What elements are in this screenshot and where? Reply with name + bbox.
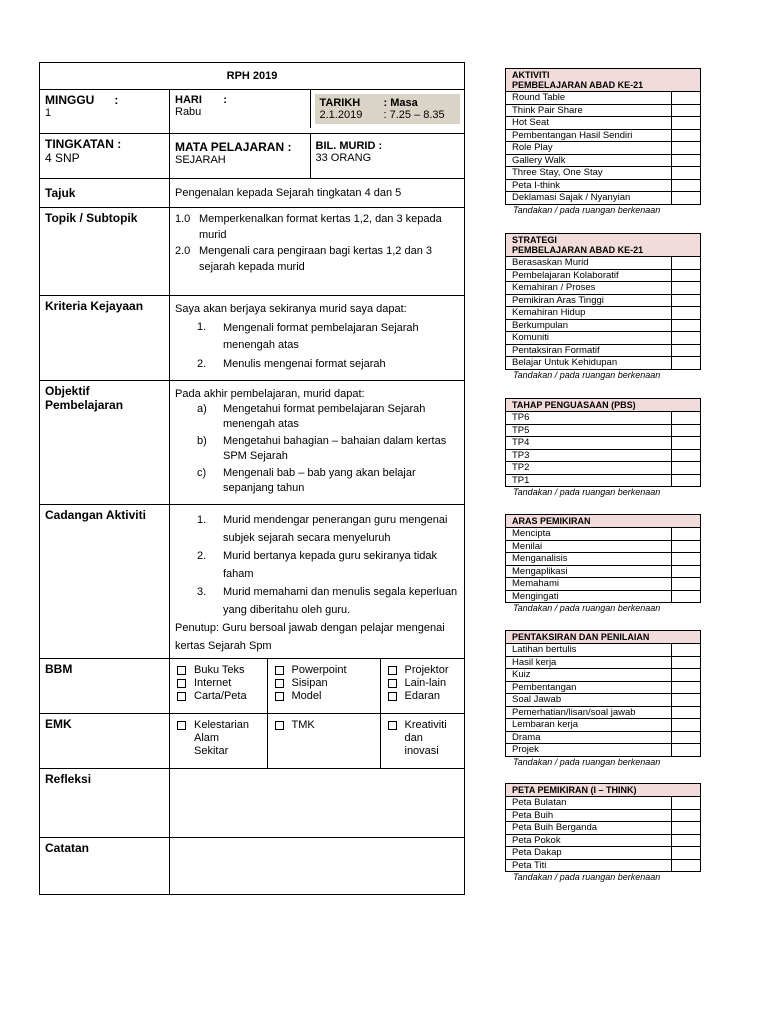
side-table-row xyxy=(505,437,701,450)
side-table-item-label: Belajar Untuk Kehidupan xyxy=(506,357,672,369)
side-table-item-label: Pemerhatian/lisan/soal jawab xyxy=(506,707,672,719)
side-table-item-label: Berkumpulan xyxy=(506,320,672,332)
side-table-note: Tandakan / pada ruangan berkenaan xyxy=(513,872,661,882)
side-table-header: STRATEGI PEMBELAJARAN ABAD KE-21 xyxy=(505,233,701,257)
kriteria-intro: Saya akan berjaya sekiranya murid saya dapat: xyxy=(175,303,407,315)
side-table-row xyxy=(505,860,701,873)
side-table-item-label: TP4 xyxy=(506,437,672,449)
side-table-check-cell[interactable] xyxy=(672,860,700,872)
tingkatan-value: 4 SNP xyxy=(45,151,80,165)
side-table-row xyxy=(505,142,701,155)
side-table-row xyxy=(505,541,701,554)
side-table-item-label: Peta Bulatan xyxy=(506,797,672,809)
side-table-row xyxy=(505,332,701,345)
hari-label: HARI : xyxy=(175,94,227,106)
side-table-check-cell[interactable] xyxy=(672,553,700,565)
side-table-row xyxy=(505,578,701,591)
side-table-check-cell[interactable] xyxy=(672,450,700,462)
side-table-row xyxy=(505,167,701,180)
bbm-label: BBM xyxy=(45,662,73,676)
bbm-option[interactable]: Sisipan xyxy=(273,677,375,690)
rph-title: RPH 2019 xyxy=(40,63,465,90)
side-table-row xyxy=(505,462,701,475)
side-table-row xyxy=(505,694,701,707)
objektif-intro: Pada akhir pembelajaran, murid dapat: xyxy=(175,388,365,400)
side-table-note: Tandakan / pada ruangan berkenaan xyxy=(513,756,661,767)
minggu-label: MINGGU : xyxy=(45,93,119,107)
side-table-check-cell[interactable] xyxy=(672,155,700,167)
side-table-item-label: Latihan bertulis xyxy=(506,644,672,656)
side-table-row xyxy=(505,155,701,168)
bbm-option[interactable]: Projektor xyxy=(386,664,460,677)
side-table-note: Tandakan / pada ruangan berkenaan xyxy=(513,603,661,613)
masa-label: : Masa xyxy=(383,97,418,109)
side-table-row xyxy=(505,835,701,848)
side-table-strategi xyxy=(505,233,701,381)
refleksi-field[interactable] xyxy=(170,769,465,838)
side-table-check-cell[interactable] xyxy=(672,541,700,553)
side-table-item-label: TP1 xyxy=(506,475,672,487)
side-table-check-cell[interactable] xyxy=(672,307,700,319)
side-table-item-label: Peta Buih xyxy=(506,810,672,822)
checkbox-icon[interactable] xyxy=(275,692,284,701)
side-table-item-label: Peta Dakap xyxy=(506,847,672,859)
side-table-check-cell[interactable] xyxy=(672,130,700,142)
side-table-row xyxy=(505,92,701,105)
emk-label: EMK xyxy=(45,717,72,731)
side-table-item-label: Komuniti xyxy=(506,332,672,344)
checkbox-icon[interactable] xyxy=(275,721,284,730)
side-table-item-label: Role Play xyxy=(506,142,672,154)
side-table-check-cell[interactable] xyxy=(672,810,700,822)
rph-table xyxy=(39,62,465,895)
side-table-check-cell[interactable] xyxy=(672,657,700,669)
bbm-option[interactable]: Model xyxy=(273,690,375,703)
topik-list xyxy=(170,208,465,296)
side-table-item-label: TP2 xyxy=(506,462,672,474)
side-table-row xyxy=(505,282,701,295)
side-table-row xyxy=(505,707,701,720)
objektif-item: a) Mengetahui format pembelajaran Sejarah menengah atas xyxy=(197,403,426,430)
side-table-header: PENTAKSIRAN DAN PENILAIAN xyxy=(505,630,701,644)
side-table-check-cell[interactable] xyxy=(672,591,700,603)
emk-option[interactable]: TMK xyxy=(273,719,375,732)
side-table-item-label: Hasil kerja xyxy=(506,657,672,669)
side-table-row xyxy=(505,847,701,860)
side-table-row xyxy=(505,744,701,757)
minggu-value: 1 xyxy=(45,107,52,119)
topik-label: Topik / Subtopik xyxy=(45,211,138,225)
side-table-item-label: Hot Seat xyxy=(506,117,672,129)
catatan-label: Catatan xyxy=(45,841,90,855)
side-table-aras xyxy=(505,514,701,614)
side-table-item-label: Pentaksiran Formatif xyxy=(506,345,672,357)
side-table-row xyxy=(505,180,701,193)
side-table-item-label: Pembentangan xyxy=(506,682,672,694)
objektif-item: c) Mengenali bab – bab yang akan belajar sepanjang tahun xyxy=(197,467,416,494)
side-table-note: Tandakan / pada ruangan berkenaan xyxy=(513,204,661,215)
side-table-note: Tandakan / pada ruangan berkenaan xyxy=(513,369,661,380)
side-table-row xyxy=(505,810,701,823)
side-table-check-cell[interactable] xyxy=(672,822,700,834)
checkbox-icon[interactable] xyxy=(388,692,397,701)
side-table-row xyxy=(505,822,701,835)
checkbox-icon[interactable] xyxy=(177,692,186,701)
side-table-row xyxy=(505,475,701,488)
emk-option[interactable]: Kreativiti dan inovasi xyxy=(386,719,460,758)
side-table-item-label: Peta Titi xyxy=(506,860,672,872)
side-table-row xyxy=(505,528,701,541)
checkbox-icon[interactable] xyxy=(388,679,397,688)
side-table-check-cell[interactable] xyxy=(672,694,700,706)
side-table-row xyxy=(505,307,701,320)
side-table-row xyxy=(505,553,701,566)
side-table-check-cell[interactable] xyxy=(672,357,700,369)
side-table-row xyxy=(505,257,701,270)
tarikh-label: TARIKH xyxy=(319,97,361,109)
side-table-row xyxy=(505,345,701,358)
checkbox-icon[interactable] xyxy=(275,666,284,675)
side-table-item-label: Mencipta xyxy=(506,528,672,540)
side-table-check-cell[interactable] xyxy=(672,462,700,474)
side-table-aktiviti xyxy=(505,68,701,216)
tarikh-box xyxy=(315,94,461,124)
side-table-item-label: Pembentangan Hasil Sendiri xyxy=(506,130,672,142)
side-table-note: Tandakan / pada ruangan berkenaan xyxy=(513,487,661,497)
side-table-check-cell[interactable] xyxy=(672,295,700,307)
side-table-header: TAHAP PENGUASAAN (PBS) xyxy=(505,398,701,412)
side-table-check-cell[interactable] xyxy=(672,682,700,694)
side-table-item-label: Kemahiran / Proses xyxy=(506,282,672,294)
topik-item: 1.0 Memperkenalkan format kertas 1,2, dan 3 kepada murid xyxy=(175,213,442,241)
objektif-label-1: Objektif xyxy=(45,384,90,398)
checkbox-icon[interactable] xyxy=(177,721,186,730)
side-table-check-cell[interactable] xyxy=(672,732,700,744)
bbm-option[interactable]: Powerpoint xyxy=(273,664,375,677)
mapel-value: SEJARAH xyxy=(175,154,226,166)
side-table-header: PETA PEMIKIRAN (I – THINK) xyxy=(505,783,701,797)
bbm-option[interactable]: Carta/Peta xyxy=(175,690,262,703)
side-table-check-cell[interactable] xyxy=(672,270,700,282)
side-table-row xyxy=(505,270,701,283)
side-table-item-label: Menganalisis xyxy=(506,553,672,565)
side-table-check-cell[interactable] xyxy=(672,412,700,424)
side-table-item-label: Think Pair Share xyxy=(506,105,672,117)
side-table-row xyxy=(505,732,701,745)
aktiviti-label: Cadangan Aktiviti xyxy=(45,508,146,522)
penutup-text: Penutup: Guru bersoal jawab dengan pelajar mengenai kertas Sejarah Spm xyxy=(175,622,445,652)
kriteria-item: 1. Mengenali format pembelajaran Sejarah menengah atas xyxy=(197,321,419,351)
side-table-pentaksiran xyxy=(505,630,701,768)
side-table-check-cell[interactable] xyxy=(672,105,700,117)
side-table-row xyxy=(505,425,701,438)
side-table-item-label: Drama xyxy=(506,732,672,744)
kriteria-label: Kriteria Kejayaan xyxy=(45,299,144,313)
side-table-row xyxy=(505,797,701,810)
side-table-check-cell[interactable] xyxy=(672,744,700,756)
side-table-item-label: Mengingati xyxy=(506,591,672,603)
side-table-item-label: Deklamasi Sajak / Nyanyian xyxy=(506,192,672,204)
side-table-check-cell[interactable] xyxy=(672,797,700,809)
side-table-check-cell[interactable] xyxy=(672,345,700,357)
checkbox-icon[interactable] xyxy=(177,679,186,688)
side-table-item-label: Peta Pokok xyxy=(506,835,672,847)
side-table-header: ARAS PEMIKIRAN xyxy=(505,514,701,528)
side-table-item-label: Three Stay, One Stay xyxy=(506,167,672,179)
side-table-item-label: Memahami xyxy=(506,578,672,590)
aktiviti-item: 1. Murid mendengar penerangan guru mengenai subjek sejarah secara menyeluruh xyxy=(197,514,448,544)
side-table-row xyxy=(505,295,701,308)
bbm-option[interactable]: Buku Teks xyxy=(175,664,262,677)
side-table-item-label: Lembaran kerja xyxy=(506,719,672,731)
side-table-check-cell[interactable] xyxy=(672,669,700,681)
side-table-row xyxy=(505,105,701,118)
kriteria-item: 2. Menulis mengenai format sejarah xyxy=(197,358,386,370)
masa-value: : 7.25 – 8.35 xyxy=(383,109,445,121)
side-table-check-cell[interactable] xyxy=(672,117,700,129)
side-table-item-label: Menilai xyxy=(506,541,672,553)
objektif-label-2: Pembelajaran xyxy=(45,398,124,412)
topik-item: 2.0 Mengenali cara pengiraan bagi kertas 1,2 dan 3 sejarah kepada murid xyxy=(175,245,432,273)
side-table-row xyxy=(505,682,701,695)
side-table-check-cell[interactable] xyxy=(672,707,700,719)
side-table-check-cell[interactable] xyxy=(672,192,700,204)
side-table-row xyxy=(505,192,701,205)
side-table-check-cell[interactable] xyxy=(672,92,700,104)
side-table-row xyxy=(505,669,701,682)
bil-label: BIL. MURID : xyxy=(315,140,383,152)
side-table-item-label: Berasaskan Murid xyxy=(506,257,672,269)
side-table-tahap xyxy=(505,398,701,498)
side-table-item-label: Peta Buih Berganda xyxy=(506,822,672,834)
tajuk-label: Tajuk xyxy=(45,186,76,200)
side-table-peta xyxy=(505,783,701,883)
side-table-check-cell[interactable] xyxy=(672,566,700,578)
side-table-item-label: Projek xyxy=(506,744,672,756)
side-table-item-label: TP5 xyxy=(506,425,672,437)
side-table-check-cell[interactable] xyxy=(672,167,700,179)
side-table-row xyxy=(505,719,701,732)
side-table-item-label: TP3 xyxy=(506,450,672,462)
side-table-row xyxy=(505,357,701,370)
checkbox-icon[interactable] xyxy=(177,666,186,675)
aktiviti-item: 3. Murid memahami dan menulis segala keperluan yang diberitahu oleh guru. xyxy=(197,586,458,616)
catatan-field[interactable] xyxy=(170,838,465,895)
side-table-check-cell[interactable] xyxy=(672,437,700,449)
side-table-row xyxy=(505,130,701,143)
refleksi-label: Refleksi xyxy=(45,772,92,786)
side-table-item-label: Round Table xyxy=(506,92,672,104)
mapel-label: MATA PELAJARAN : xyxy=(175,140,292,154)
tajuk-value: Pengenalan kepada Sejarah tingkatan 4 dan 5 xyxy=(175,187,402,199)
aktiviti-item: 2. Murid bertanya kepada guru sekiranya tidak faham xyxy=(197,550,438,580)
side-table-check-cell[interactable] xyxy=(672,282,700,294)
side-table-check-cell[interactable] xyxy=(672,257,700,269)
side-table-row xyxy=(505,450,701,463)
tarikh-value: 2.1.2019 xyxy=(319,109,363,121)
side-table-row xyxy=(505,412,701,425)
side-table-item-label: Kuiz xyxy=(506,669,672,681)
side-table-check-cell[interactable] xyxy=(672,644,700,656)
emk-option[interactable]: Kelestarian Alam Sekitar xyxy=(175,719,262,758)
side-table-item-label: Pembelajaran Kolaboratif xyxy=(506,270,672,282)
side-table-row xyxy=(505,657,701,670)
checkbox-icon[interactable] xyxy=(275,679,284,688)
side-table-check-cell[interactable] xyxy=(672,719,700,731)
side-table-row xyxy=(505,320,701,333)
side-table-row xyxy=(505,566,701,579)
side-table-row xyxy=(505,591,701,604)
side-table-row xyxy=(505,644,701,657)
side-table-check-cell[interactable] xyxy=(672,475,700,487)
side-table-check-cell[interactable] xyxy=(672,180,700,192)
side-table-check-cell[interactable] xyxy=(672,320,700,332)
side-table-header: AKTIVITI PEMBELAJARAN ABAD KE-21 xyxy=(505,68,701,92)
side-table-check-cell[interactable] xyxy=(672,142,700,154)
side-table-row xyxy=(505,117,701,130)
side-table-item-label: Soal Jawab xyxy=(506,694,672,706)
side-table-item-label: Gallery Walk xyxy=(506,155,672,167)
side-table-check-cell[interactable] xyxy=(672,578,700,590)
side-table-item-label: Peta I-think xyxy=(506,180,672,192)
tingkatan-label: TINGKATAN : xyxy=(45,137,122,151)
hari-value: Rabu xyxy=(175,106,202,118)
side-table-check-cell[interactable] xyxy=(672,425,700,437)
bbm-option[interactable]: Edaran xyxy=(386,690,460,703)
side-table-check-cell[interactable] xyxy=(672,847,700,859)
objektif-item: b) Mengetahui bahagian – bahaian dalam kertas SPM Sejarah xyxy=(197,435,447,462)
side-table-check-cell[interactable] xyxy=(672,332,700,344)
checkbox-icon[interactable] xyxy=(388,721,397,730)
side-table-item-label: TP6 xyxy=(506,412,672,424)
bbm-option[interactable]: Internet xyxy=(175,677,262,690)
side-table-check-cell[interactable] xyxy=(672,528,700,540)
side-table-item-label: Mengaplikasi xyxy=(506,566,672,578)
bbm-option[interactable]: Lain-lain xyxy=(386,677,460,690)
bil-value: 33 ORANG xyxy=(315,152,372,164)
side-table-item-label: Kemahiran Hidup xyxy=(506,307,672,319)
side-table-item-label: Pemikiran Aras Tinggi xyxy=(506,295,672,307)
side-table-check-cell[interactable] xyxy=(672,835,700,847)
checkbox-icon[interactable] xyxy=(388,666,397,675)
